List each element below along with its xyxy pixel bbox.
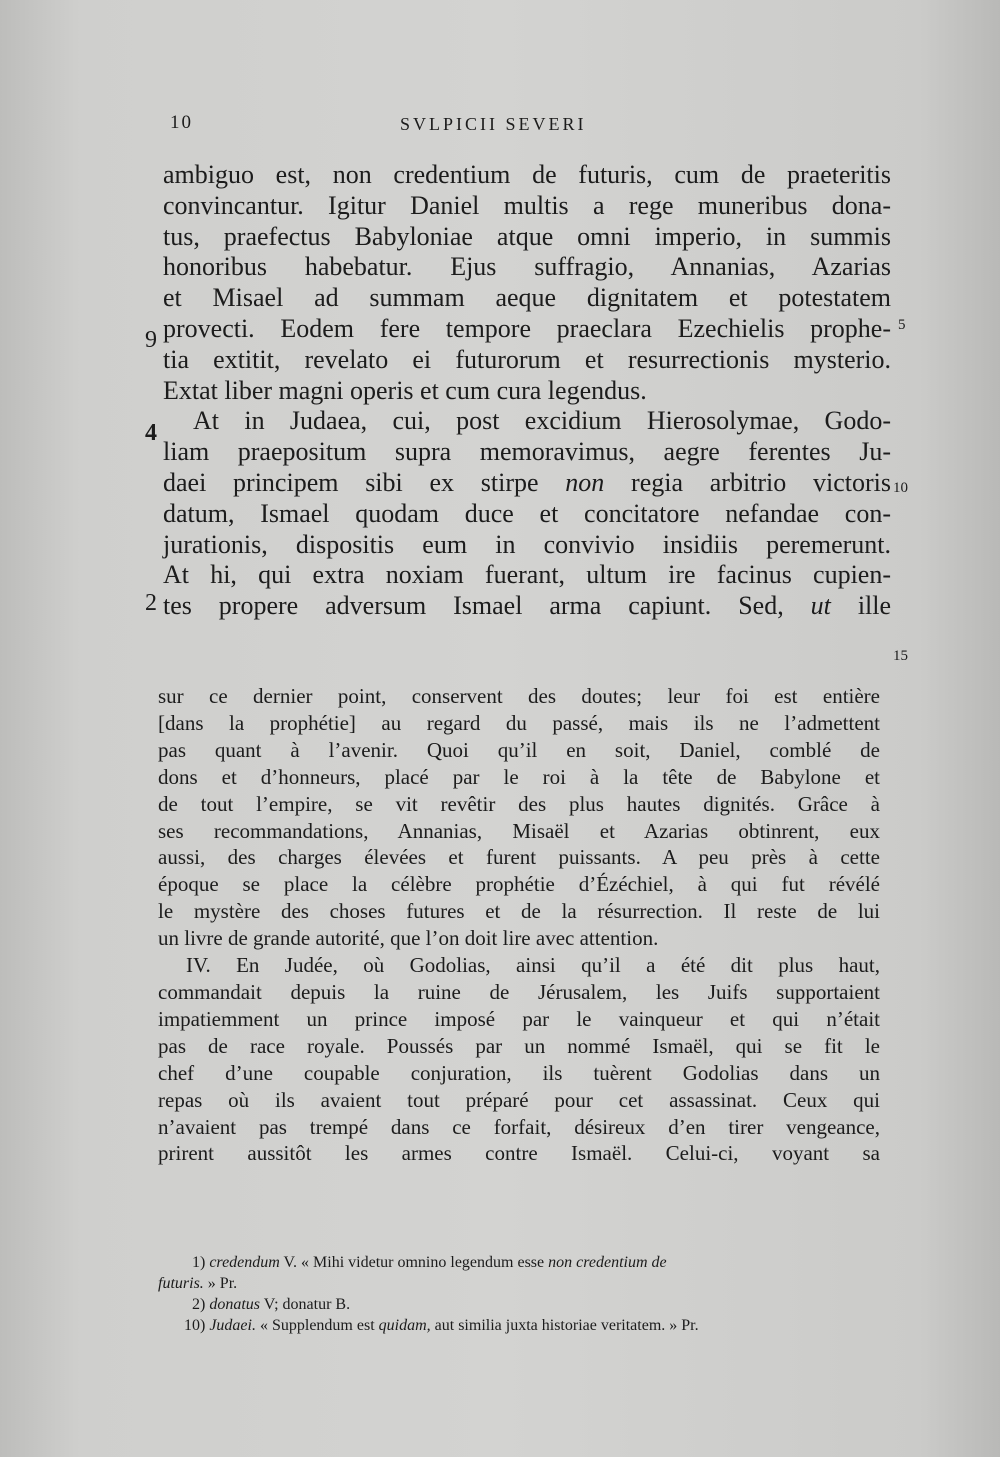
- french-line: [dans la prophétie] au regard du passé, mais ils ne l’admettent: [158, 710, 880, 735]
- footnote-italic: futuris.: [158, 1275, 204, 1292]
- footnote-italic: quidam,: [378, 1317, 431, 1334]
- french-line: un livre de grande autorité, que l’on doit lire avec attention.: [158, 926, 659, 951]
- footnote-text: « Supplendum est: [259, 1317, 375, 1334]
- line-number-15: 15: [893, 648, 908, 664]
- french-line: aussi, des charges élevées et furent puissants. A peu près à cette: [158, 845, 880, 870]
- french-line: prirent aussitôt les armes contre Ismaël. Celui-ci, voyant sa: [158, 1141, 880, 1166]
- french-line: de tout l’empire, se vit revêtir des plus hautes dignités. Grâce à: [158, 791, 880, 816]
- french-line: commandait depuis la ruine de Jérusalem, les Juifs supportaient: [158, 979, 880, 1004]
- french-line: pas de race royale. Poussés par un nommé Ismaël, qui se fit le: [158, 1033, 880, 1058]
- footnote-1-cont: [158, 1273, 878, 1294]
- footnote-number: 1): [192, 1254, 206, 1271]
- latin-line: et Misael ad summam aeque dignitatem et potestatem: [163, 283, 891, 313]
- latin-line: liam praepositum supra memoravimus, aegre ferentes Ju-: [163, 437, 891, 467]
- latin-line: jurationis, dispositis eum in convivio insidiis peremerunt.: [163, 529, 891, 559]
- latin-line: honoribus habebatur. Ejus suffragio, Annanias, Azarias: [163, 252, 891, 282]
- latin-italic: ut: [810, 591, 831, 621]
- latin-line: tus, praefectus Babyloniae atque omni imperio, in summis: [163, 221, 891, 251]
- line-number-5: 5: [898, 317, 906, 333]
- footnote-number: 10): [184, 1317, 206, 1334]
- latin-line: provecti. Eodem fere tempore praeclara Ezechielis prophe-: [163, 313, 891, 343]
- french-line: pas quant à l’avenir. Quoi qu’il en soit, Daniel, comblé de: [158, 737, 880, 762]
- latin-line: datum, Ismael quodam duce et concitatore nefandae con-: [163, 498, 891, 528]
- french-line: dons et d’honneurs, placé par le roi à la tête de Babylone et: [158, 764, 880, 789]
- footnote-number: 2): [192, 1296, 206, 1313]
- footnote-1: [158, 1252, 878, 1273]
- running-title: SVLPICII SEVERI: [400, 114, 587, 134]
- margin-number-9: 9: [145, 327, 157, 353]
- footnote-text: aut similia juxta historiae veritatem. » Pr.: [434, 1317, 699, 1334]
- french-line: n’avaient pas trempé dans ce forfait, désireux d’en tirer vengeance,: [158, 1114, 880, 1139]
- latin-line: convincantur. Igitur Daniel multis a rege muneribus dona-: [163, 190, 891, 220]
- footnote-10: [158, 1315, 878, 1336]
- latin-line: ambiguo est, non credentium de futuris, cum de praeteritis: [163, 160, 891, 189]
- french-line: repas où ils avaient tout préparé pour cet assassinat. Ceux qui: [158, 1087, 880, 1112]
- latin-italic: non: [565, 467, 605, 497]
- french-line: le mystère des choses futures et de la résurrection. Il reste de lui: [158, 899, 880, 924]
- latin-line: Extat liber magni operis et cum cura legendus.: [163, 375, 647, 405]
- footnotes: [158, 1252, 878, 1336]
- latin-fragment: ille: [857, 591, 892, 621]
- latin-line: tia extitit, revelato ei futurorum et resurrectionis mysterio.: [163, 344, 891, 374]
- french-line: époque se place la célèbre prophétie d’Ézéchiel, à qui fut révélé: [158, 872, 880, 897]
- footnote-lemma: donatus: [209, 1296, 260, 1313]
- french-line: ses recommandations, Annanias, Misaël et Azarias obtinrent, eux: [158, 818, 880, 843]
- footnote-lemma: credendum: [209, 1254, 280, 1271]
- latin-line: At in Judaea, cui, post excidium Hierosolymae, Godo-: [193, 406, 891, 436]
- latin-text: [163, 160, 891, 622]
- french-line: impatiemment un prince imposé par le vainqueur et qui n’était: [158, 1006, 880, 1031]
- latin-line: At hi, qui extra noxiam fuerant, ultum ire facinus cupien-: [163, 560, 891, 590]
- french-line: IV. En Judée, où Godolias, ainsi qu’il a été dit plus haut,: [186, 953, 880, 978]
- line-number-10: 10: [893, 480, 908, 496]
- chapter-number-4: 4: [145, 420, 157, 446]
- footnote-text: V; donatur B.: [263, 1296, 351, 1313]
- footnote-2: [158, 1294, 878, 1315]
- latin-line: [163, 468, 891, 499]
- latin-fragment: regia arbitrio victoris: [631, 467, 892, 497]
- page-number: 10: [170, 112, 193, 133]
- french-line: chef d’une coupable conjuration, ils tuèrent Godolias dans un: [158, 1060, 880, 1085]
- latin-fragment: daei principem sibi ex stirpe: [163, 467, 539, 497]
- latin-fragment: tes propere adversum Ismael arma capiunt. Sed,: [163, 591, 784, 621]
- french-translation: [158, 683, 880, 1167]
- footnote-italic: non credentium de: [548, 1254, 667, 1271]
- french-line: sur ce dernier point, conservent des doutes; leur foi est entière: [158, 684, 880, 708]
- footnote-lemma: Judaei.: [209, 1317, 256, 1334]
- margin-number-2: 2: [145, 590, 157, 616]
- footnote-text: V. « Mihi videtur omnino legendum esse: [283, 1254, 545, 1271]
- footnote-text: » Pr.: [207, 1275, 238, 1292]
- latin-line: [163, 591, 891, 622]
- page-header: [170, 112, 885, 142]
